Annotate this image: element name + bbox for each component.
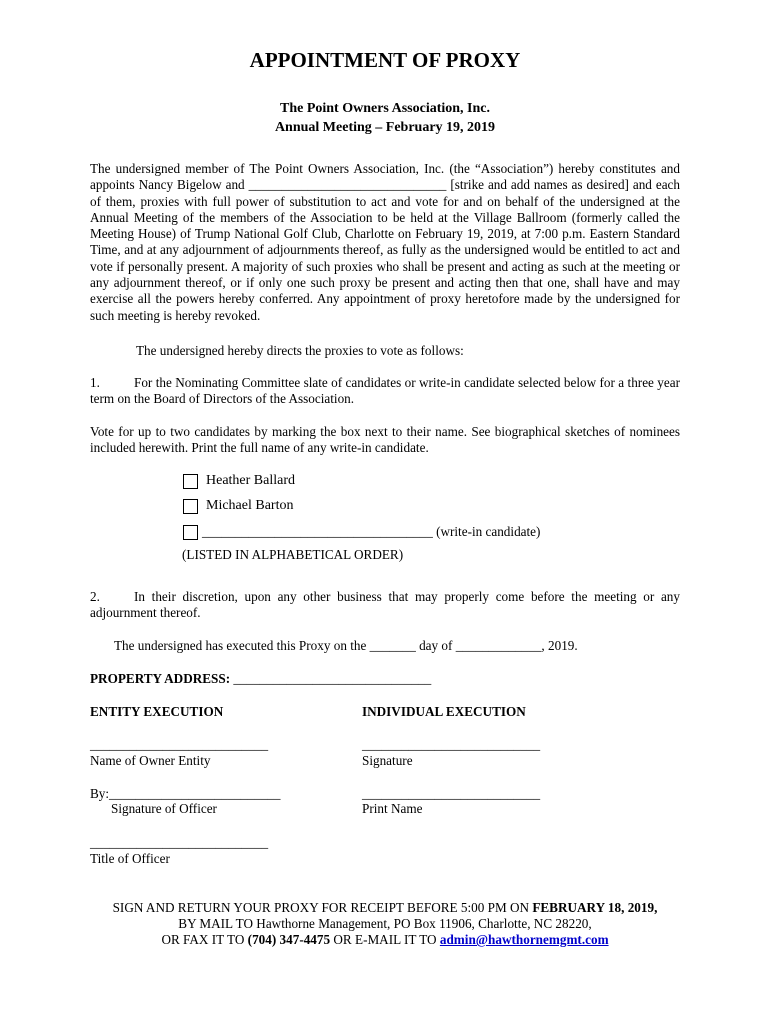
directs-line: The undersigned hereby directs the proxies to vote as follows:	[136, 343, 464, 358]
vote-instructions: Vote for up to two candidates by marking the box next to their name. See biographical sketches of nominees included herewith. Print the full name of any write-in candidate.	[90, 424, 680, 456]
page-title: APPOINTMENT OF PROXY	[249, 48, 521, 72]
officer-title-field[interactable]: ___________________________	[90, 835, 269, 850]
officer-signature-label: Signature of Officer	[111, 801, 217, 816]
footer-deadline-date: FEBRUARY 18, 2019,	[532, 900, 658, 915]
officer-signature-field[interactable]: By:__________________________	[90, 786, 281, 801]
association-name: The Point Owners Association, Inc.	[279, 101, 490, 116]
signature-label: Signature	[362, 753, 413, 768]
print-name-field[interactable]: ___________________________	[362, 786, 541, 801]
property-address-field[interactable]: ______________________________	[233, 671, 432, 686]
signature-field[interactable]: ___________________________	[362, 737, 541, 752]
entity-execution-heading: ENTITY EXECUTION	[90, 704, 224, 719]
property-address-label: PROPERTY ADDRESS:	[90, 671, 231, 686]
meeting-date: Annual Meeting – February 19, 2019	[274, 120, 496, 135]
email-link[interactable]: admin@hawthornemgmt.com	[439, 932, 609, 947]
candidate-option-ballard[interactable]	[183, 472, 295, 490]
checkbox-write-in[interactable]	[183, 525, 198, 540]
footer-line-2: BY MAIL TO Hawthorne Management, PO Box 11906, Charlotte, NC 28220,	[178, 916, 592, 931]
checkbox-barton[interactable]	[183, 499, 198, 514]
write-in-field[interactable]: ___________________________________ (write-in candidate)	[202, 524, 541, 539]
alphabetical-note: (LISTED IN ALPHABETICAL ORDER)	[182, 547, 404, 562]
footer-email-text: OR E-MAIL IT TO	[330, 932, 440, 947]
footer-line-3	[0, 931, 770, 948]
fax-number: (704) 347-4475	[247, 932, 331, 947]
candidate-label-barton: Michael Barton	[206, 498, 294, 513]
item-2-number: 2.	[90, 589, 100, 604]
executed-date-line: The undersigned has executed this Proxy on the _______ day of _____________, 2019.	[114, 638, 578, 653]
candidate-option-write-in[interactable]	[183, 523, 540, 541]
footer-deadline-text: SIGN AND RETURN YOUR PROXY FOR RECEIPT BEFORE 5:00 PM ON	[112, 900, 533, 915]
candidate-label-ballard: Heather Ballard	[206, 473, 296, 488]
footer-fax-text: OR FAX IT TO	[161, 932, 248, 947]
item-1-text: For the Nominating Committee slate of candidates or write-in candidate selected below for a three year term on the Board of Directors of the Association.	[90, 375, 680, 407]
item-2-text: In their discretion, upon any other business that may properly come before the meeting or any adjournment thereof.	[90, 589, 680, 621]
footer-line-1	[0, 899, 770, 916]
checkbox-ballard[interactable]	[183, 474, 198, 489]
individual-execution-heading: INDIVIDUAL EXECUTION	[362, 704, 526, 719]
officer-title-label: Title of Officer	[90, 851, 170, 866]
item-1	[90, 375, 680, 408]
candidate-option-barton[interactable]	[183, 497, 293, 515]
owner-entity-field[interactable]: ___________________________	[90, 737, 269, 752]
item-1-number: 1.	[90, 375, 100, 390]
intro-paragraph: The undersigned member of The Point Owners Association, Inc. (the “Association”) hereby constitutes and appoints Nancy Bigelow and ______________________________ [strike and add names as desired] and each of them, proxies with full power of substitution to act and vote for and on behalf of the undersigned at the Annual Meeting of the members of the Association to be held at the Village Ballroom (formerly called the Meeting House) of Trump National Golf Club, Charlotte on February 19, 2019, at 7:00 p.m. Eastern Standard Time, and at any adjournment of adjournments thereof, as fully as the undersigned would be entitled to act and vote if personally present. A majority of such proxies who shall be present and acting as such at the meeting or any adjournment thereof, or if only one such proxy be present and acting then that one, shall have and may exercise all the powers hereby conferred. Any appointment of proxy heretofore made by the undersigned for such meeting is hereby revoked.	[90, 161, 680, 323]
property-address-line	[90, 671, 431, 687]
print-name-label: Print Name	[362, 801, 423, 816]
owner-entity-label: Name of Owner Entity	[90, 753, 211, 768]
item-2	[90, 589, 680, 622]
